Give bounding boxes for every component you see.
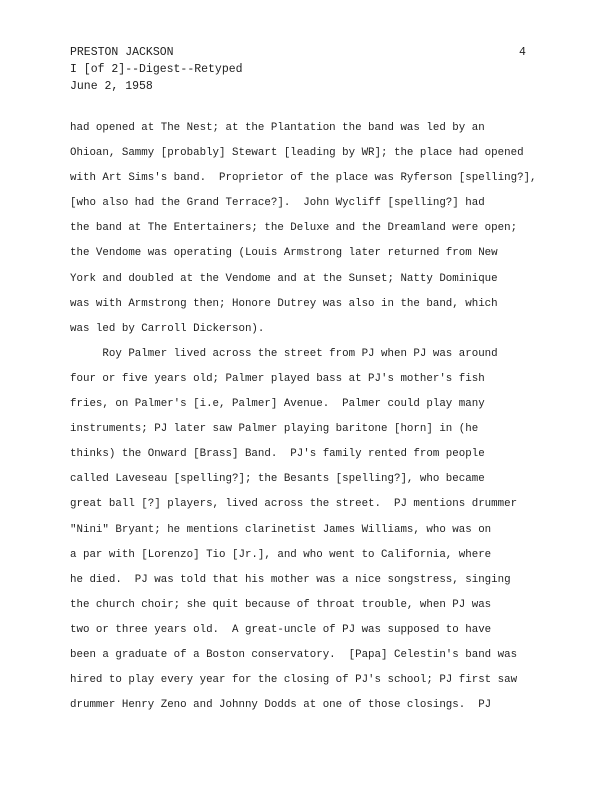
body-line: was with Armstrong then; Honore Dutrey was also in the band, which: [70, 297, 498, 310]
body-line: the Vendome was operating (Louis Armstrong later returned from New: [70, 247, 498, 260]
body-line: fries, on Palmer's [i.e, Palmer] Avenue. Palmer could play many: [70, 398, 485, 411]
body-line: the church choir; she quit because of throat trouble, when PJ was: [70, 598, 492, 611]
body-line: been a graduate of a Boston conservatory. [Papa] Celestin's band was: [70, 648, 518, 661]
body-line: had opened at The Nest; at the Plantation the band was led by an: [70, 122, 485, 134]
page-number: 4: [519, 46, 526, 59]
body-line: two or three years old. A great-uncle of PJ was supposed to have: [70, 623, 492, 636]
body-line: Roy Palmer lived across the street from PJ when PJ was around: [70, 347, 498, 360]
body-line: with Art Sims's band. Proprietor of the place was Ryferson [spelling?],: [70, 172, 537, 185]
body-line: thinks) the Onward [Brass] Band. PJ's family rented from people: [70, 448, 485, 461]
body-line: drummer Henry Zeno and Johnny Dodds at one of those closings. PJ: [70, 699, 492, 712]
body-line: four or five years old; Palmer played bass at PJ's mother's fish: [70, 372, 485, 385]
interviewee-name: PRESTON JACKSON: [70, 46, 174, 59]
series-label: I [of 2]--Digest--Retyped: [70, 63, 243, 76]
body-line: [who also had the Grand Terrace?]. John Wycliff [spelling?] had: [70, 197, 485, 210]
body-line: the band at The Entertainers; the Deluxe and the Dreamland were open;: [70, 222, 518, 235]
body-line: called Laveseau [spelling?]; the Besants [spelling?], who became: [70, 473, 485, 486]
body-line: he died. PJ was told that his mother was a nice songstress, singing: [70, 573, 511, 586]
body-line: was led by Carroll Dickerson).: [70, 322, 265, 335]
interview-date: June 2, 1958: [70, 80, 153, 93]
document-header: [70, 44, 243, 95]
body-line: York and doubled at the Vendome and at the Sunset; Natty Dominique: [70, 272, 498, 285]
body-line: instruments; PJ later saw Palmer playing baritone [horn] in (he: [70, 423, 479, 436]
body-line: Ohioan, Sammy [probably] Stewart [leading by WR]; the place had opened: [70, 147, 524, 160]
body-line: "Nini" Bryant; he mentions clarinetist James Williams, who was on: [70, 523, 492, 536]
body-line: great ball [?] players, lived across the street. PJ mentions drummer: [70, 498, 518, 511]
document-body: [70, 116, 590, 718]
body-line: hired to play every year for the closing of PJ's school; PJ first saw: [70, 674, 518, 687]
body-line: a par with [Lorenzo] Tio [Jr.], and who went to California, where: [70, 548, 492, 561]
